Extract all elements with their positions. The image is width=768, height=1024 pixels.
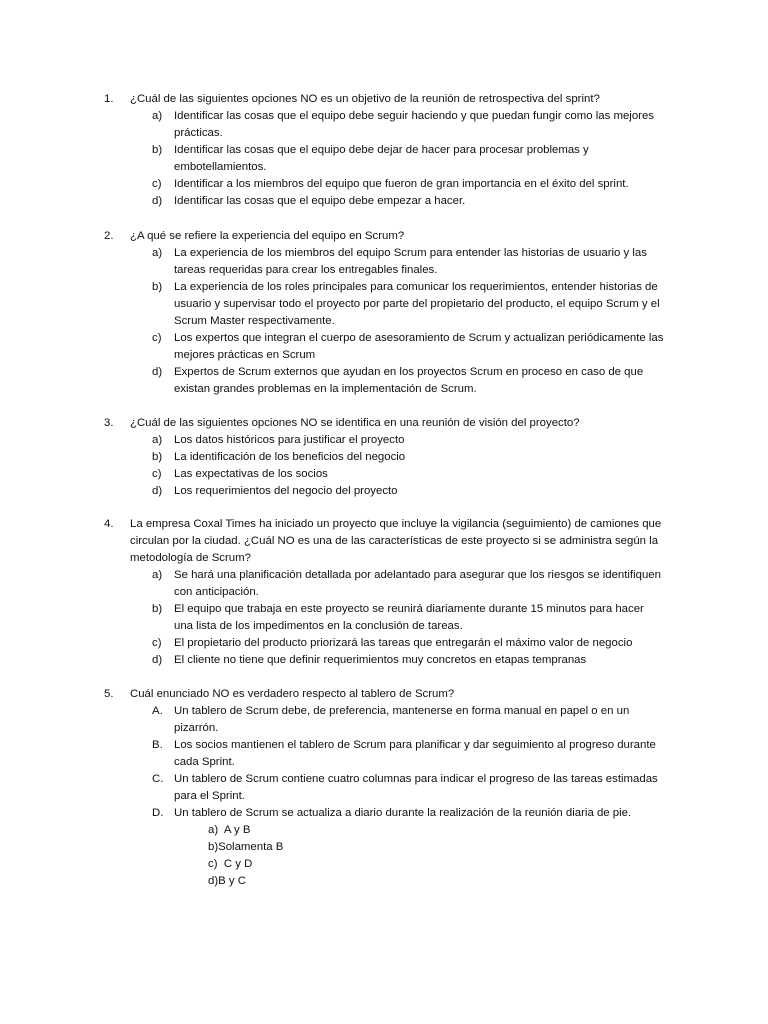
option-text: Identificar las cosas que el equipo debe dejar de hacer para procesar problemas y embotellamientos.: [174, 144, 589, 173]
question-text: La empresa Coxal Times ha iniciado un proyecto que incluye la vigilancia (seguimiento) de camiones que circulan por la ciudad. ¿Cuál NO es una de las características de este proyecto si se administra según la metodología de Scrum?: [130, 518, 662, 564]
option-item: [104, 176, 664, 193]
answer-combination: d)B y C: [208, 875, 246, 887]
option-list: [104, 567, 664, 669]
question-4: [104, 516, 664, 669]
option-item: [104, 805, 664, 822]
option-text: Un tablero de Scrum contiene cuatro columnas para indicar el progreso de las tareas estimadas para el Sprint.: [174, 773, 658, 802]
option-item: [104, 771, 664, 805]
question-text: Cuál enunciado NO es verdadero respecto al tablero de Scrum?: [130, 688, 455, 700]
option-text: Los requerimientos del negocio del proyecto: [174, 485, 398, 497]
option-text: Los datos históricos para justificar el proyecto: [174, 434, 405, 446]
question-stem: [104, 686, 664, 703]
option-letter: b): [152, 144, 163, 156]
option-text: Los socios mantienen el tablero de Scrum para planificar y dar seguimiento al progreso durante cada Sprint.: [174, 739, 656, 768]
option-item: [104, 193, 664, 210]
question-number: 5.: [104, 688, 114, 700]
question-number: 3.: [104, 417, 114, 429]
option-letter: d): [152, 366, 163, 378]
option-letter: a): [152, 434, 163, 446]
option-item: [104, 635, 664, 652]
question-3: [104, 415, 664, 500]
option-item: [104, 737, 664, 771]
option-text: Expertos de Scrum externos que ayudan en los proyectos Scrum en proceso en caso de que existan grandes problemas en la implementación de Scrum.: [174, 366, 644, 395]
answer-combination-list: [104, 822, 664, 890]
option-letter: c): [152, 468, 162, 480]
option-letter: C.: [152, 773, 164, 785]
question-number: 1.: [104, 93, 114, 105]
option-list: [104, 245, 664, 398]
option-letter: a): [152, 110, 163, 122]
question-1: [104, 91, 664, 210]
question-5: [104, 686, 664, 890]
option-text: Un tablero de Scrum debe, de preferencia, mantenerse en forma manual en papel o en un pizarrón.: [174, 705, 630, 734]
option-item: [104, 245, 664, 279]
option-text: La experiencia de los miembros del equipo Scrum para entender las historias de usuario y las tareas requeridas para crear los entregables finales.: [174, 247, 647, 276]
option-item: [104, 652, 664, 669]
option-list: [104, 703, 664, 822]
option-text: Identificar las cosas que el equipo debe empezar a hacer.: [174, 195, 466, 207]
question-number: 2.: [104, 230, 114, 242]
question-text: ¿Cuál de las siguientes opciones NO se identifica en una reunión de visión del proyecto?: [130, 417, 580, 429]
option-text: El propietario del producto priorizará las tareas que entregarán el máximo valor de negocio: [174, 637, 633, 649]
question-stem: [104, 91, 664, 108]
option-text: Un tablero de Scrum se actualiza a diario durante la realización de la reunión diaria de pie.: [174, 807, 632, 819]
option-letter: D.: [152, 807, 164, 819]
option-letter: d): [152, 195, 163, 207]
answer-combination: a) A y B: [208, 824, 251, 836]
answer-combination: c) C y D: [208, 858, 253, 870]
option-letter: a): [152, 247, 163, 259]
option-letter: c): [152, 637, 162, 649]
option-letter: a): [152, 569, 163, 581]
option-list: [104, 432, 664, 500]
option-letter: c): [152, 332, 162, 344]
option-letter: b): [152, 281, 163, 293]
question-text: ¿Cuál de las siguientes opciones NO es un objetivo de la reunión de retrospectiva del sprint?: [130, 93, 600, 105]
option-text: El cliente no tiene que definir requerimientos muy concretos en etapas tempranas: [174, 654, 587, 666]
option-item: [104, 279, 664, 330]
option-item: [104, 466, 664, 483]
option-item: [104, 432, 664, 449]
option-text: Identificar las cosas que el equipo debe seguir haciendo y que puedan fungir como las mejores prácticas.: [174, 110, 654, 139]
option-text: La experiencia de los roles principales para comunicar los requerimientos, entender historias de usuario y supervisar todo el proyecto por parte del propietario del producto, el equipo Scrum y el Scrum Master respectivamente.: [174, 281, 660, 327]
option-text: La identificación de los beneficios del negocio: [174, 451, 406, 463]
option-letter: d): [152, 485, 163, 497]
option-text: Los expertos que integran el cuerpo de asesoramiento de Scrum y actualizan periódicamente las mejores prácticas en Scrum: [174, 332, 664, 361]
question-number: 4.: [104, 518, 114, 530]
option-item: [104, 567, 664, 601]
option-text: El equipo que trabaja en este proyecto se reunirá diariamente durante 15 minutos para hacer una lista de los impedimentos en la conclusión de tareas.: [174, 603, 644, 632]
option-item: [104, 703, 664, 737]
option-text: Las expectativas de los socios: [174, 468, 328, 480]
option-item: [104, 364, 664, 398]
question-stem: [104, 228, 664, 245]
question-text: ¿A qué se refiere la experiencia del equipo en Scrum?: [130, 230, 405, 242]
option-item: [104, 449, 664, 466]
question-2: [104, 228, 664, 398]
option-item: [104, 483, 664, 500]
option-letter: b): [152, 603, 163, 615]
option-text: Identificar a los miembros del equipo que fueron de gran importancia en el éxito del sprint.: [174, 178, 629, 190]
question-stem: [104, 516, 664, 567]
option-item: [104, 601, 664, 635]
option-letter: c): [152, 178, 162, 190]
option-text: Se hará una planificación detallada por adelantado para asegurar que los riesgos se identifiquen con anticipación.: [174, 569, 661, 598]
option-letter: d): [152, 654, 163, 666]
option-item: [104, 142, 664, 176]
option-list: [104, 108, 664, 210]
option-letter: B.: [152, 739, 163, 751]
option-letter: A.: [152, 705, 163, 717]
option-item: [104, 330, 664, 364]
answer-combination: b)Solamenta B: [208, 841, 284, 853]
option-item: [104, 108, 664, 142]
option-letter: b): [152, 451, 163, 463]
question-stem: [104, 415, 664, 432]
